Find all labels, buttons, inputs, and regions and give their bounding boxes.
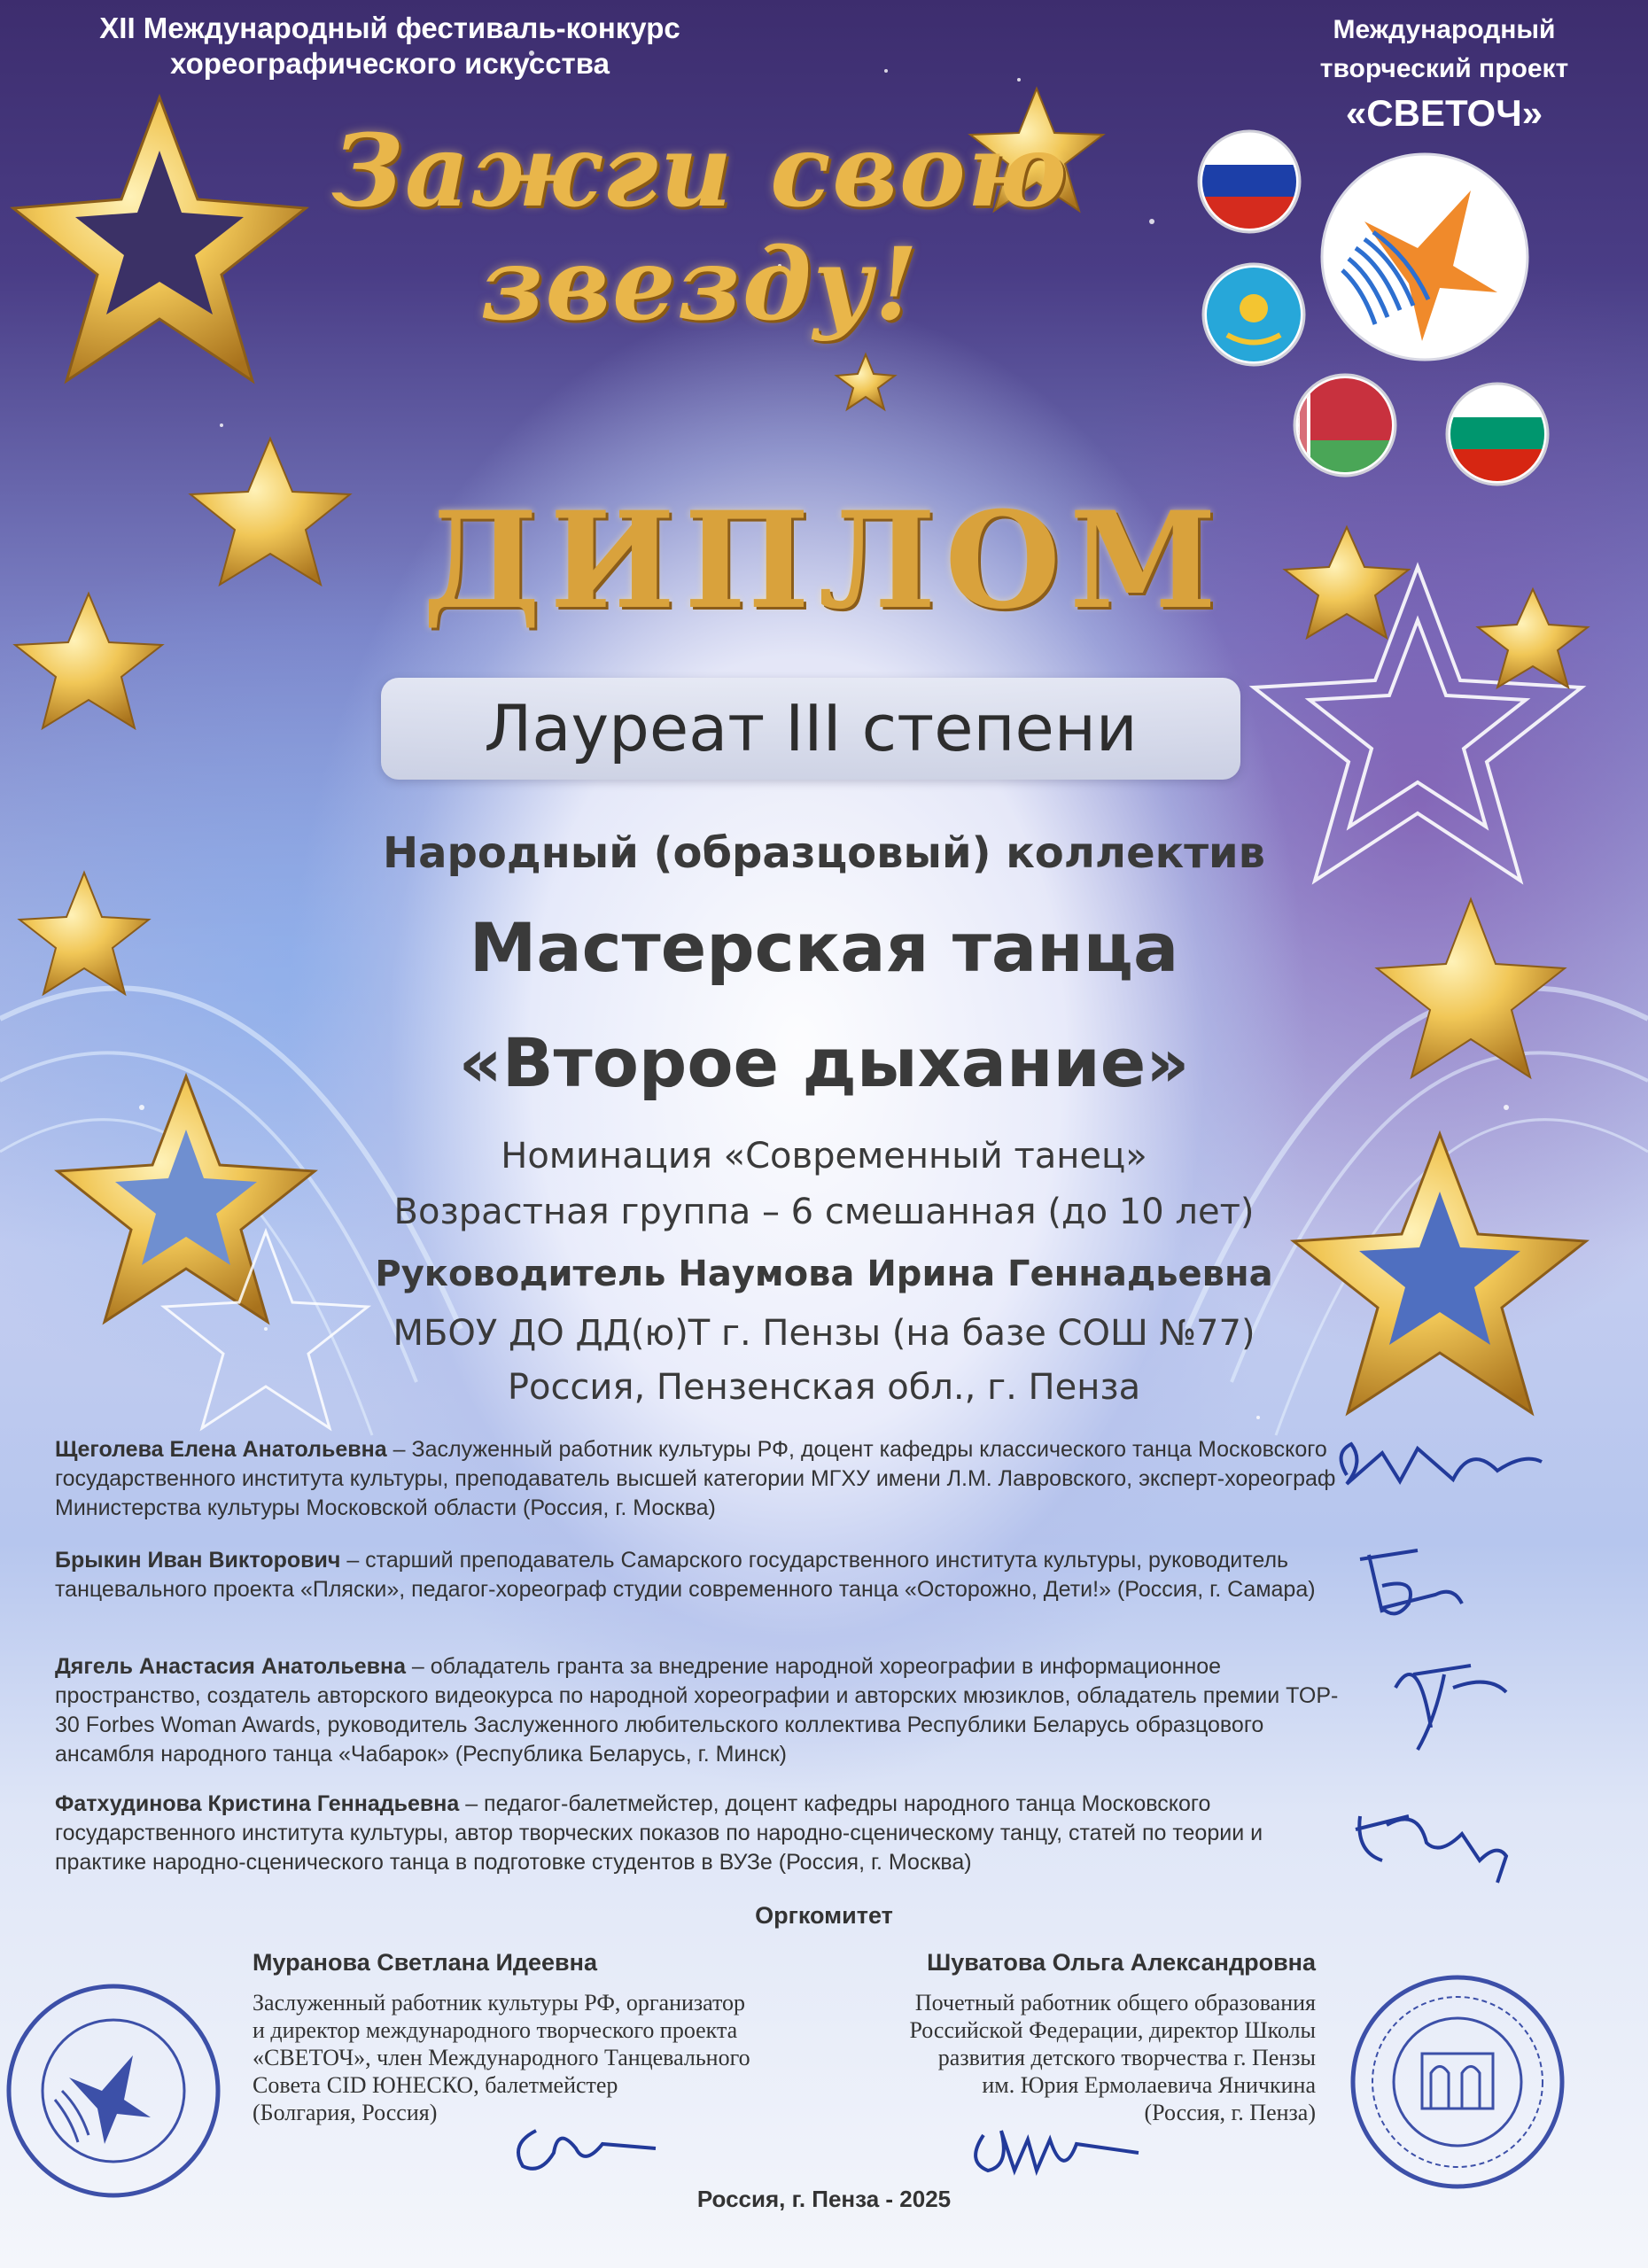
bulgaria-flag — [1447, 384, 1548, 485]
jury-member-1 — [55, 1435, 1340, 1523]
slogan — [301, 115, 1099, 342]
jury-member-desc: – педагог-балетмейстер, доцент кафедры народного танца Московского государственного института культуры, автор творческих показов по народно-сценическому танцу, статей по теории и практике народно-сценического танца в подготовке студентов в ВУЗе (Россия, г. Москва) — [55, 1791, 1263, 1875]
age-group: Возрастная группа – 6 смешанная (до 10 лет) — [393, 1192, 1255, 1232]
slogan-line1: Зажги свою — [331, 113, 1069, 229]
orgcom-left-desc — [253, 1989, 873, 2126]
orgcom-right-desc-line: развития детского творчества г. Пензы — [937, 2045, 1316, 2070]
orgcom-left-desc-line: «СВЕТОЧ», член Международного Танцевального — [253, 2045, 750, 2070]
orgcom-left-desc-line: (Болгария, Россия) — [253, 2100, 438, 2125]
nomination: Номинация «Современный танец» — [501, 1136, 1147, 1177]
jury-member-desc: – Заслуженный работник культуры РФ, доцент кафедры классического танца Московского государственного института культуры, преподаватель высшей категории МГХУ имени Л.М. Лавровского, эксперт-хореограф Министерства культуры Московской области (Россия, г. Москва) — [55, 1437, 1336, 1520]
festival-title — [53, 11, 727, 82]
signature-orgcom-right — [976, 2131, 1139, 2171]
orgcom-left-desc-line: Заслуженный работник культуры РФ, организатор — [253, 1990, 746, 2016]
jury-member-name: Брыкин Иван Викторович — [55, 1548, 341, 1573]
signature-jury-2 — [1360, 1550, 1462, 1613]
collective-type: Народный (образцовый) коллектив — [382, 828, 1266, 878]
jury-member-desc: – обладатель гранта за внедрение народной хореографии в информационное пространство, создатель авторского видеокурса по народной хореографии и авторских мюзиклов, обладатель премии TOP-30 Forbes Woman Awards, руководитель Заслуженного любительского коллектива Республики Беларусь образцового ансамбля народного танца «Чабарок» (Республика Беларусь, г. Минск) — [55, 1654, 1339, 1767]
svetoch-logo-icon — [1322, 154, 1528, 360]
footer-place-year: Россия, г. Пенза - 2025 — [696, 2186, 952, 2212]
leader: Руководитель Наумова Ирина Геннадьевна — [375, 1254, 1273, 1294]
orgcom-right-desc-line: им. Юрия Ермолаевича Яничкина — [982, 2072, 1316, 2098]
orgcom-right-desc-line: (Россия, г. Пенза) — [1144, 2100, 1316, 2125]
institution-seal-icon — [1353, 1977, 1562, 2186]
project-title-line2: творческий проект — [1319, 54, 1569, 83]
orgcom-right-desc-line: Почетный работник общего образования — [914, 1990, 1316, 2016]
orgcom-left-name: Муранова Светлана Идеевна — [253, 1949, 597, 1976]
orgcommittee-label: Оргкомитет — [755, 1902, 893, 1929]
project-title-line1: Международный — [1333, 15, 1556, 44]
orgcom-right-desc — [833, 1989, 1316, 2126]
jury-member-3 — [55, 1652, 1340, 1769]
kazakhstan-flag — [1203, 264, 1304, 365]
recipient-location: Россия, Пензенская обл., г. Пенза — [507, 1367, 1141, 1408]
collective-name-line1: Мастерская танца — [469, 908, 1179, 987]
orgcom-left-desc-line: и директор международного творческого проекта — [253, 2017, 738, 2043]
signature-orgcom-left — [518, 2131, 656, 2169]
orgcom-right-desc-line: Российской Федерации, директор Школы — [909, 2017, 1316, 2043]
project-title — [1267, 11, 1621, 138]
jury-member-name: Фатхудинова Кристина Геннадьевна — [55, 1791, 460, 1816]
orgcom-right-name: Шуватова Ольга Александровна — [927, 1949, 1316, 1976]
russia-flag — [1199, 131, 1300, 232]
signature-jury-1 — [1341, 1444, 1542, 1484]
gold-star-icon-large-topleft — [13, 97, 306, 381]
svetoch-seal-icon — [9, 1986, 218, 2195]
jury-member-name: Дягель Анастасия Анатольевна — [55, 1654, 406, 1679]
jury-member-name: Щеголева Елена Анатольевна — [55, 1437, 387, 1462]
jury-member-desc: – старший преподаватель Самарского государственного института культуры, руководитель танцевального проекта «Пляски», педагог-хореограф студии современного танца «Осторожно, Дети!» (Россия, г. Самара) — [55, 1548, 1316, 1602]
slogan-line2: звезду! — [480, 227, 920, 343]
festival-title-line1: XII Международный фестиваль-конкурс — [99, 12, 680, 44]
project-name: «СВЕТОЧ» — [1345, 92, 1543, 134]
festival-title-line2: хореографического искусства — [170, 47, 610, 80]
gold-star-icon-small-slogan — [836, 354, 895, 409]
belarus-flag — [1294, 375, 1395, 476]
jury-member-2 — [55, 1546, 1340, 1604]
collective-name-line2: «Второе дыхание» — [458, 1023, 1190, 1102]
diploma-heading: ДИПЛОМ — [422, 483, 1226, 639]
institution: МБОУ ДО ДД(ю)Т г. Пензы (на базе СОШ №77) — [393, 1313, 1255, 1354]
signature-jury-4 — [1356, 1816, 1506, 1883]
laureate-degree: Лауреат III степени — [484, 691, 1138, 765]
jury-member-4 — [55, 1790, 1340, 1877]
signature-jury-3 — [1395, 1666, 1506, 1750]
orgcom-left-desc-line: Совета CID ЮНЕСКО, балетмейстер — [253, 2072, 618, 2098]
